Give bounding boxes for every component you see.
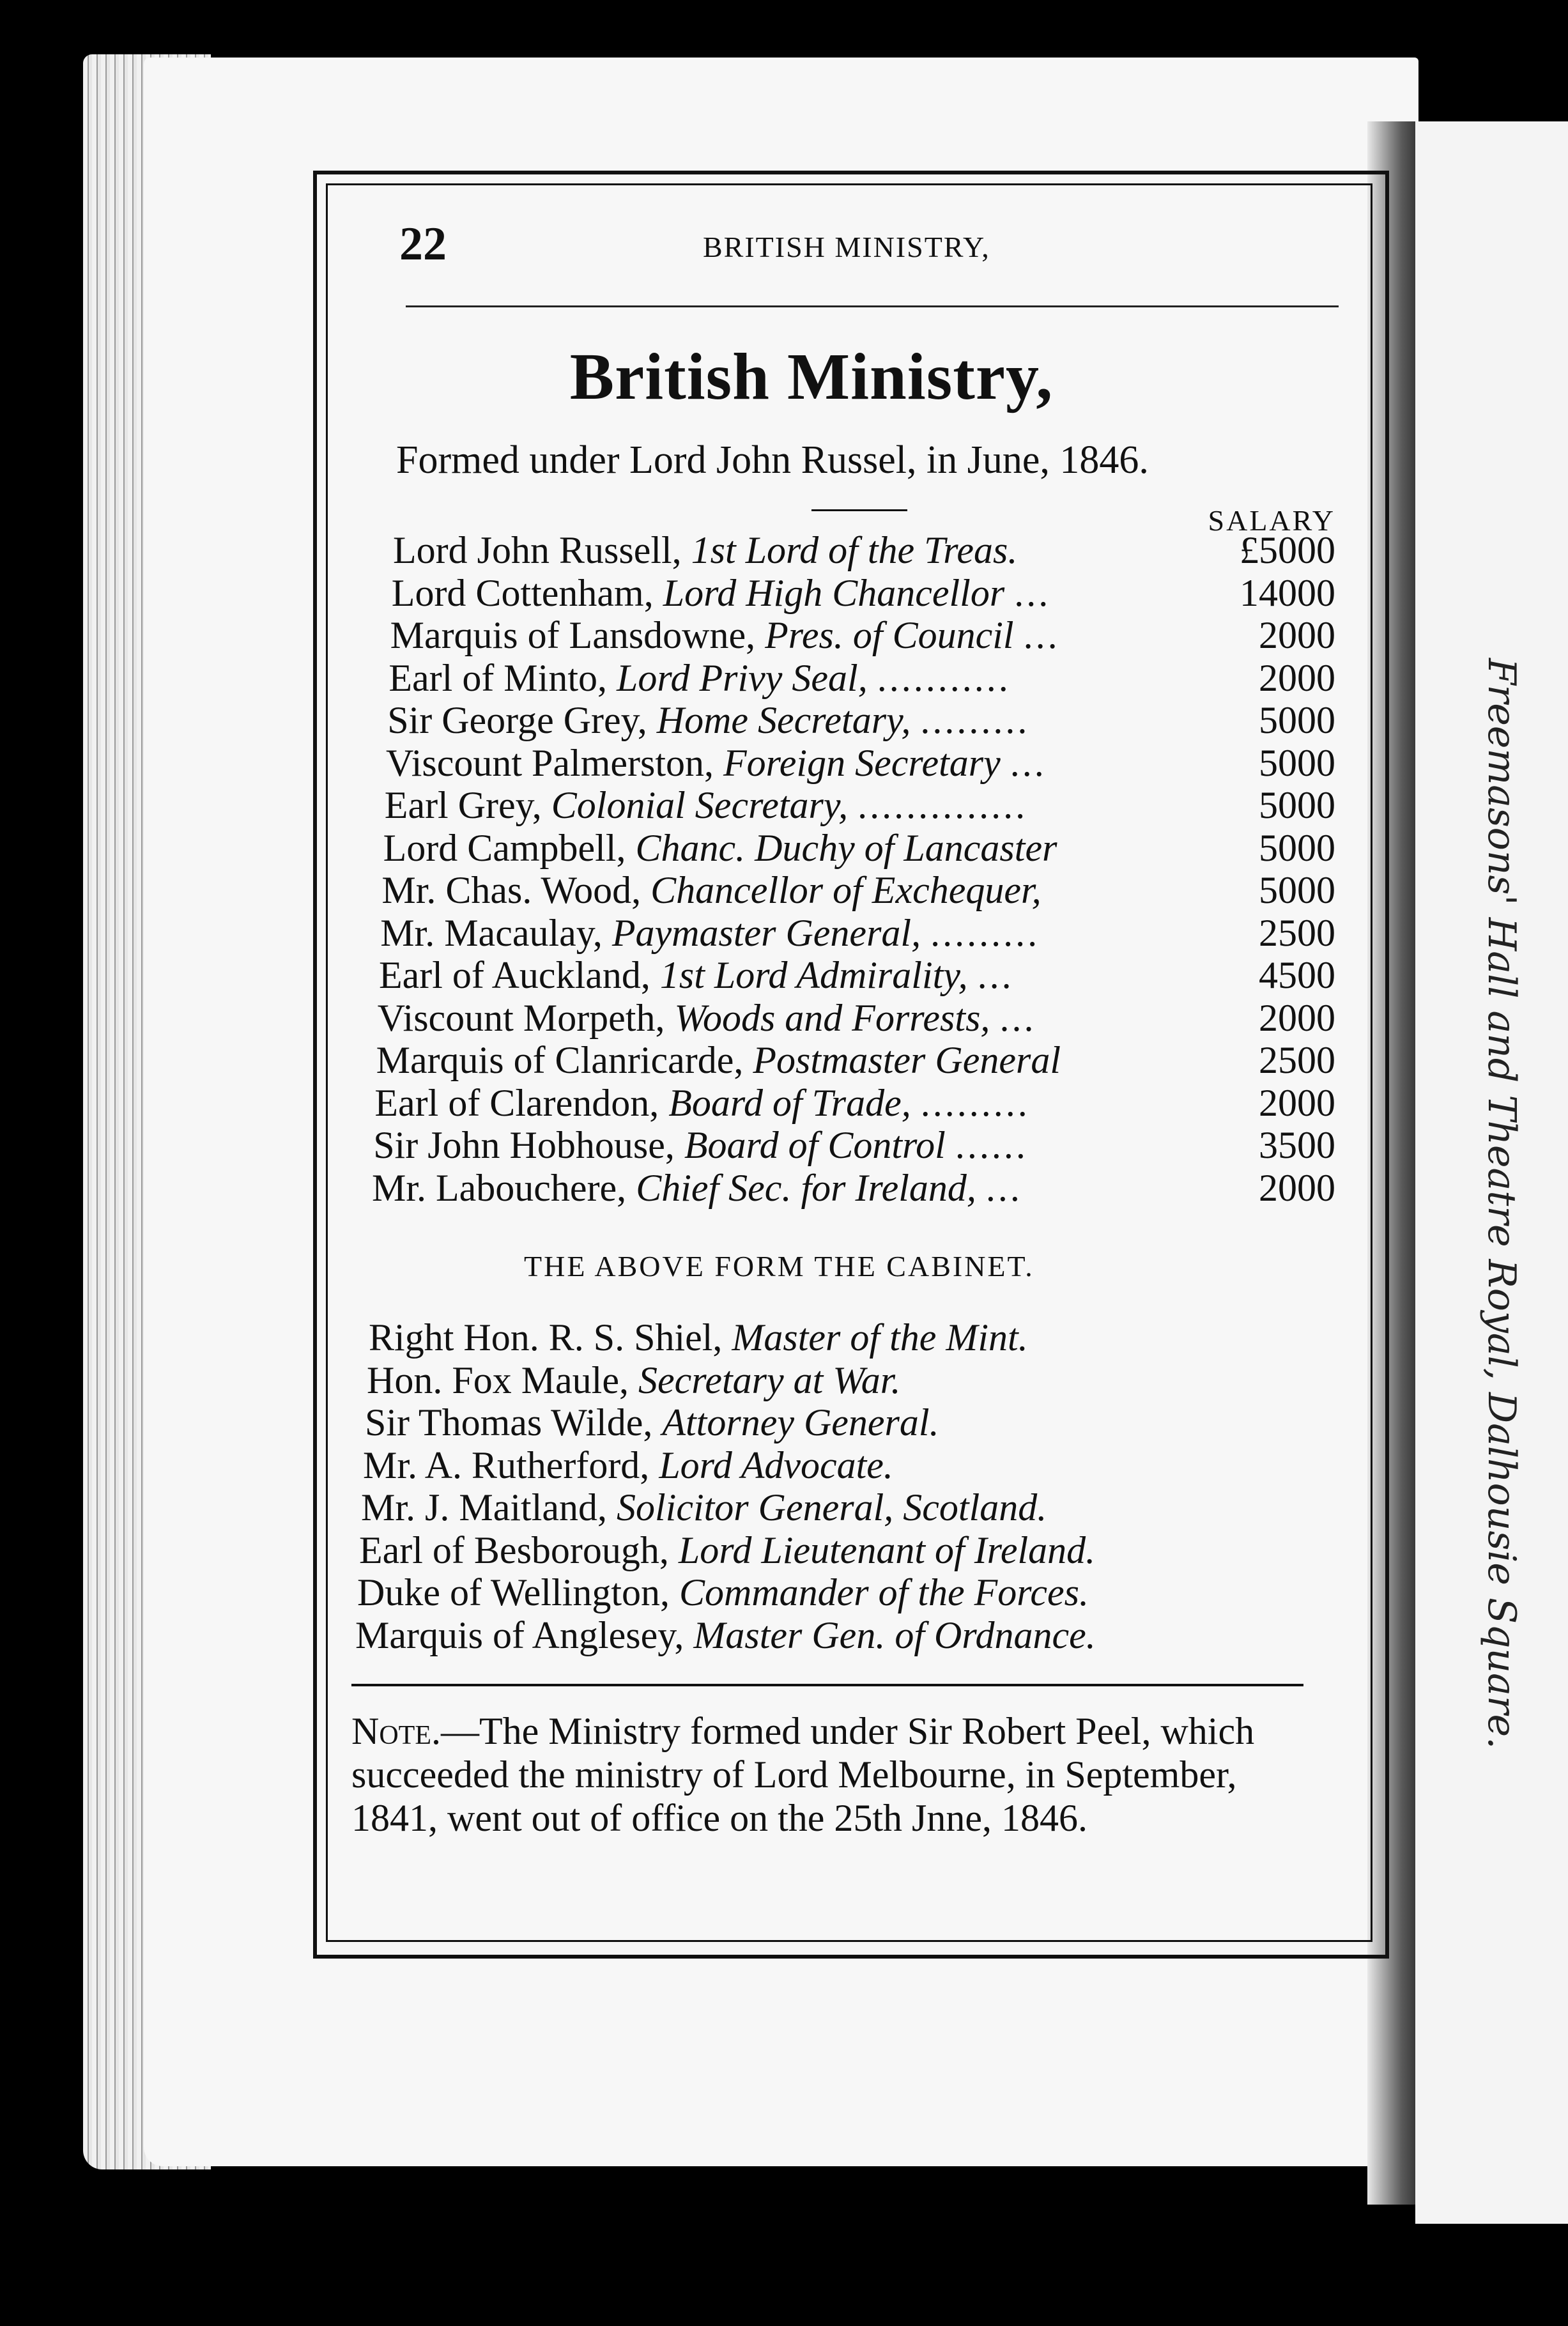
salary-amount: 5000: [1258, 699, 1335, 741]
office-title: Attorney General.: [662, 1401, 939, 1444]
minister-name: Sir John Hobhouse,: [373, 1124, 675, 1166]
cabinet-row: [390, 614, 1339, 656]
leader-dots: ...: [977, 954, 1014, 996]
office-title: Lord Lieutenant of Ireland.: [678, 1529, 1096, 1571]
footnote-text: —The Ministry formed under Sir Robert Peel, which succeeded the ministry of Lord Melbourne, in September, 1841, went out of office on the 25th Jnne, 1846.: [351, 1710, 1255, 1839]
office-title: 1st Lord of the Treas.: [691, 529, 1018, 571]
footnote: [351, 1709, 1316, 1840]
minister-row: [355, 1614, 1096, 1656]
salary-amount: 4500: [1259, 954, 1335, 996]
salary-amount: 2000: [1258, 1081, 1335, 1124]
cabinet-row: [376, 1039, 1339, 1081]
minister-name: Earl Grey,: [384, 784, 542, 826]
cabinet-row: [380, 912, 1339, 954]
minister-name: Lord Campbell,: [383, 826, 626, 869]
minister-row: [367, 1359, 901, 1401]
page-number: 22: [399, 218, 447, 270]
salary-column-header: SALARY: [1208, 504, 1335, 537]
cabinet-row: [373, 1124, 1339, 1166]
office-title: Lord Advocate.: [659, 1444, 893, 1486]
office-title: Pres. of Council: [765, 614, 1014, 656]
minister-name: Sir George Grey,: [387, 699, 647, 741]
cabinet-row: [386, 742, 1339, 784]
minister-row: [369, 1316, 1028, 1359]
office-title: Secretary at War.: [638, 1359, 901, 1401]
minister-name: Earl of Besborough,: [359, 1529, 669, 1571]
cabinet-row: [374, 1082, 1339, 1124]
minister-name: Duke of Wellington,: [357, 1571, 670, 1614]
page-content: [332, 192, 1367, 1930]
page-subtitle: Formed under Lord John Russel, in June, 1846.: [396, 438, 1149, 482]
minister-name: Mr. J. Maitland,: [361, 1486, 607, 1529]
cabinet-row: [372, 1167, 1339, 1209]
minister-name: Mr. Labouchere,: [372, 1166, 627, 1209]
office-title: Master Gen. of Ordnance.: [693, 1614, 1096, 1656]
leader-dots: .........: [920, 699, 1030, 741]
office-title: Solicitor General, Scotland.: [617, 1486, 1047, 1529]
minister-name: Mr. Macaulay,: [380, 911, 603, 954]
minister-name: Sir Thomas Wilde,: [365, 1401, 653, 1444]
office-title: Commander of the Forces.: [679, 1571, 1089, 1614]
leader-dots: ..............: [857, 784, 1028, 826]
office-title: Board of Control: [684, 1124, 946, 1166]
page-title: British Ministry,: [569, 340, 1054, 413]
office-title: 1st Lord Admirality,: [659, 954, 968, 996]
salary-amount: 5000: [1259, 741, 1335, 784]
minister-name: Lord John Russell,: [393, 529, 682, 571]
cabinet-row: [385, 784, 1339, 826]
leader-dots: ...: [999, 996, 1036, 1039]
cabinet-row: [378, 997, 1339, 1039]
office-title: Chanc. Duchy of Lancaster: [635, 826, 1057, 869]
office-title: Postmaster General: [753, 1039, 1061, 1081]
running-head: BRITISH MINISTRY,: [703, 231, 990, 263]
minister-name: Marquis of Anglesey,: [355, 1614, 684, 1656]
leader-dots: .........: [930, 911, 1040, 954]
header-rule: [406, 305, 1339, 307]
office-title: Home Secretary,: [656, 699, 911, 741]
minister-name: Viscount Morpeth,: [377, 996, 665, 1039]
cabinet-row: [387, 699, 1339, 741]
advertisement-side-text: Freemasons' Hall and Theatre Royal, Dalhousie Square.: [1479, 658, 1524, 1750]
salary-amount: 5000: [1258, 784, 1335, 826]
leader-dots: ...: [1010, 741, 1047, 784]
office-title: Lord Privy Seal,: [617, 656, 868, 699]
cabinet-row: [392, 572, 1339, 614]
minister-name: Mr. A. Rutherford,: [363, 1444, 650, 1486]
minister-name: Mr. Chas. Wood,: [381, 869, 642, 911]
leader-dots: ...........: [877, 656, 1011, 699]
note-rule: [351, 1684, 1303, 1686]
cabinet-row: [388, 657, 1339, 699]
salary-amount: 2500: [1258, 911, 1335, 954]
footnote-lead: Note.: [351, 1710, 441, 1752]
leader-dots: ...: [1023, 614, 1060, 656]
office-title: Colonial Secretary,: [551, 784, 849, 826]
salary-amount: 3500: [1258, 1124, 1335, 1166]
minister-row: [365, 1401, 939, 1444]
minister-name: Right Hon. R. S. Shiel,: [369, 1316, 723, 1359]
salary-amount: £5000: [1240, 529, 1335, 571]
cabinet-row: [393, 529, 1339, 571]
office-title: Foreign Secretary: [723, 741, 1001, 784]
cabinet-note: THE ABOVE FORM THE CABINET.: [524, 1250, 1034, 1282]
cabinet-row: [381, 869, 1339, 911]
cabinet-row: [379, 954, 1339, 996]
minister-row: [357, 1571, 1089, 1614]
cabinet-row: [383, 827, 1339, 869]
salary-amount: 2500: [1258, 1039, 1335, 1081]
short-divider: [811, 509, 907, 511]
salary-amount: 14000: [1239, 571, 1335, 614]
minister-name: Viscount Palmerston,: [386, 741, 714, 784]
leader-dots: .........: [920, 1081, 1030, 1124]
minister-name: Marquis of Clanricarde,: [376, 1039, 744, 1081]
minister-name: Hon. Fox Maule,: [367, 1359, 629, 1401]
office-title: Chancellor of Exchequer,: [650, 869, 1041, 911]
minister-row: [361, 1486, 1047, 1529]
salary-amount: 2000: [1259, 1166, 1335, 1209]
office-title: Lord High Chancellor: [663, 571, 1005, 614]
office-title: Chief Sec. for Ireland,: [636, 1166, 976, 1209]
salary-amount: 2000: [1258, 656, 1335, 699]
minister-name: Earl of Auckland,: [379, 954, 650, 996]
salary-amount: 2000: [1258, 996, 1335, 1039]
minister-row: [363, 1444, 893, 1486]
minister-name: Lord Cottenham,: [391, 571, 654, 614]
leader-dots: ...: [985, 1166, 1022, 1209]
office-title: Master of the Mint.: [732, 1316, 1028, 1359]
leader-dots: ......: [955, 1124, 1028, 1166]
minister-name: Marquis of Lansdowne,: [390, 614, 756, 656]
minister-name: Earl of Minto,: [388, 656, 607, 699]
salary-amount: 2000: [1258, 614, 1335, 656]
minister-name: Earl of Clarendon,: [374, 1081, 659, 1124]
salary-amount: 5000: [1258, 826, 1335, 869]
office-title: Paymaster General,: [611, 911, 921, 954]
minister-row: [359, 1529, 1095, 1571]
office-title: Woods and Forrests,: [674, 996, 990, 1039]
office-title: Board of Trade,: [668, 1081, 911, 1124]
salary-amount: 5000: [1258, 869, 1335, 911]
leader-dots: ...: [1014, 571, 1051, 614]
